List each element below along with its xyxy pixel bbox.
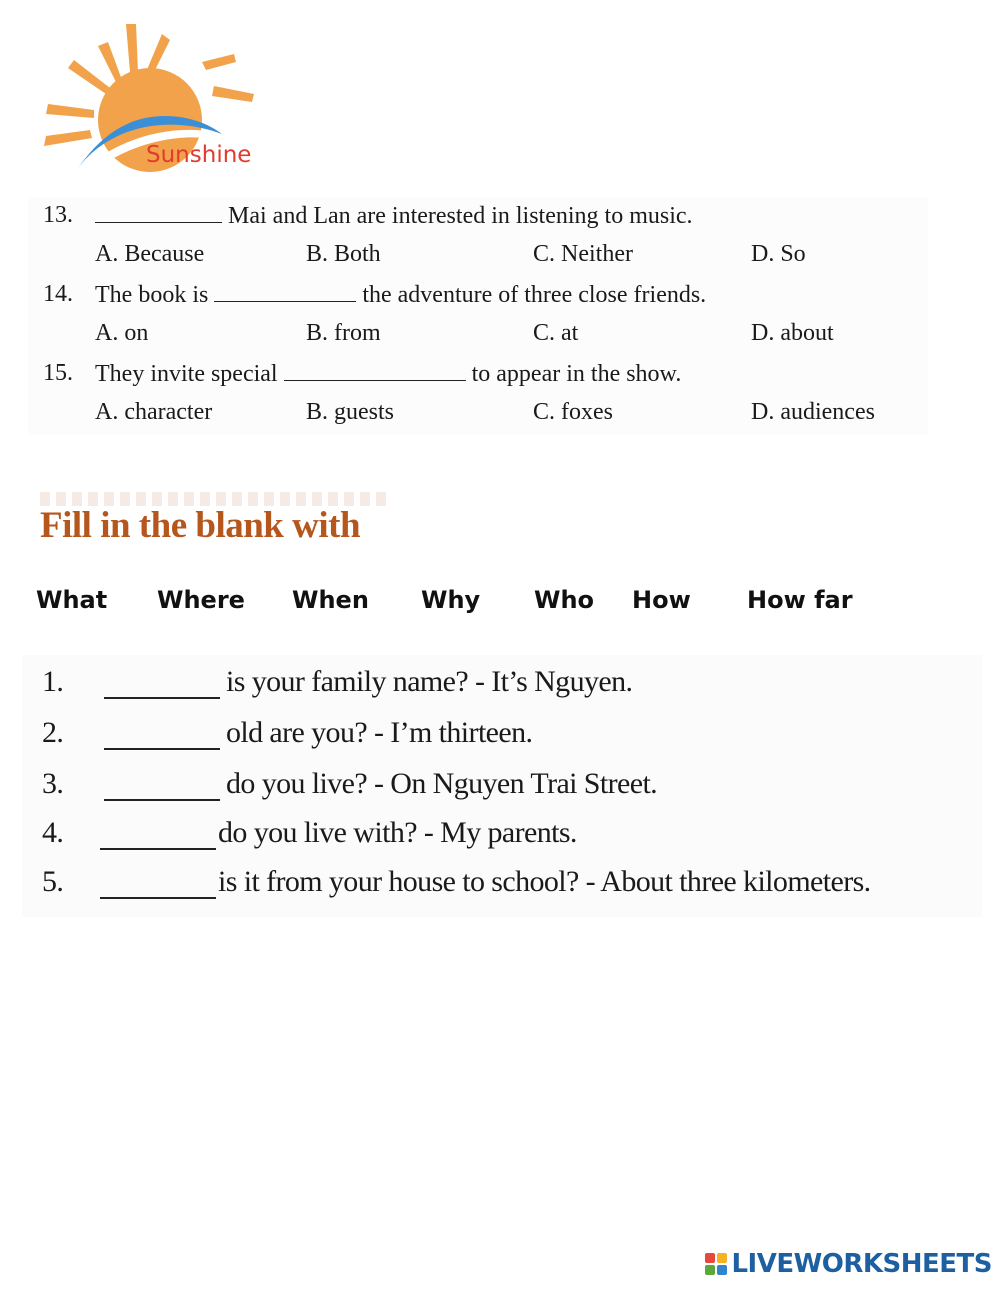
option-c: C. foxes: [533, 399, 613, 425]
answer-blank[interactable]: [100, 869, 216, 899]
question-number: 13.: [43, 202, 73, 228]
liveworksheets-brand: [705, 1249, 992, 1279]
option-a: A. Because: [95, 241, 205, 267]
option-b: B. from: [306, 320, 381, 346]
answer-blank[interactable]: [100, 820, 216, 850]
answer-blank[interactable]: [95, 202, 222, 223]
word-who: Who: [534, 586, 595, 614]
option-c: C. at: [533, 320, 579, 346]
item-text: do you live with? - My parents.: [218, 816, 577, 849]
item-text: do you live? - On Nguyen Trai Street.: [226, 767, 658, 800]
liveworksheets-logo-icon: [705, 1253, 727, 1275]
word-why: Why: [421, 586, 481, 614]
word-how-far: How far: [747, 586, 853, 614]
word-when: When: [292, 586, 369, 614]
option-d: D. So: [751, 241, 806, 267]
question-text: They invite special to appear in the show.: [95, 361, 682, 387]
logo-text: Sunshine: [146, 142, 252, 168]
option-d: D. about: [751, 320, 834, 346]
item-text: old are you? - I’m thirteen.: [226, 716, 533, 749]
option-b: B. Both: [306, 241, 381, 267]
word-what: What: [36, 586, 108, 614]
item-number: 1.: [42, 665, 64, 698]
option-d: D. audiences: [751, 399, 875, 425]
section-heading: Fill in the blank with: [40, 505, 361, 546]
question-text: The book is the adventure of three close friends.: [95, 282, 707, 308]
word-how: How: [632, 586, 691, 614]
sunshine-logo: [38, 18, 278, 178]
option-b: B. guests: [306, 399, 395, 425]
answer-blank[interactable]: [104, 720, 220, 750]
answer-blank[interactable]: [214, 281, 356, 302]
item-text: is it from your house to school? - About three kilometers.: [218, 865, 871, 898]
item-number: 4.: [42, 816, 64, 849]
question-number: 15.: [43, 360, 73, 386]
item-number: 2.: [42, 716, 64, 749]
question-text: Mai and Lan are interested in listening to music.: [95, 202, 693, 230]
answer-blank[interactable]: [104, 771, 220, 801]
item-text: is your family name? - It’s Nguyen.: [226, 665, 633, 698]
option-a: A. on: [95, 320, 149, 346]
answer-blank[interactable]: [284, 360, 466, 381]
answer-blank[interactable]: [104, 669, 220, 699]
multiple-choice-block: [28, 198, 928, 434]
brand-text: LIVEWORKSHEETS: [731, 1249, 992, 1279]
item-number: 3.: [42, 767, 64, 800]
option-c: C. Neither: [533, 241, 633, 267]
item-number: 5.: [42, 865, 64, 898]
fill-in-block: [22, 655, 982, 917]
option-a: A. character: [95, 399, 213, 425]
question-number: 14.: [43, 281, 73, 307]
word-where: Where: [157, 586, 245, 614]
